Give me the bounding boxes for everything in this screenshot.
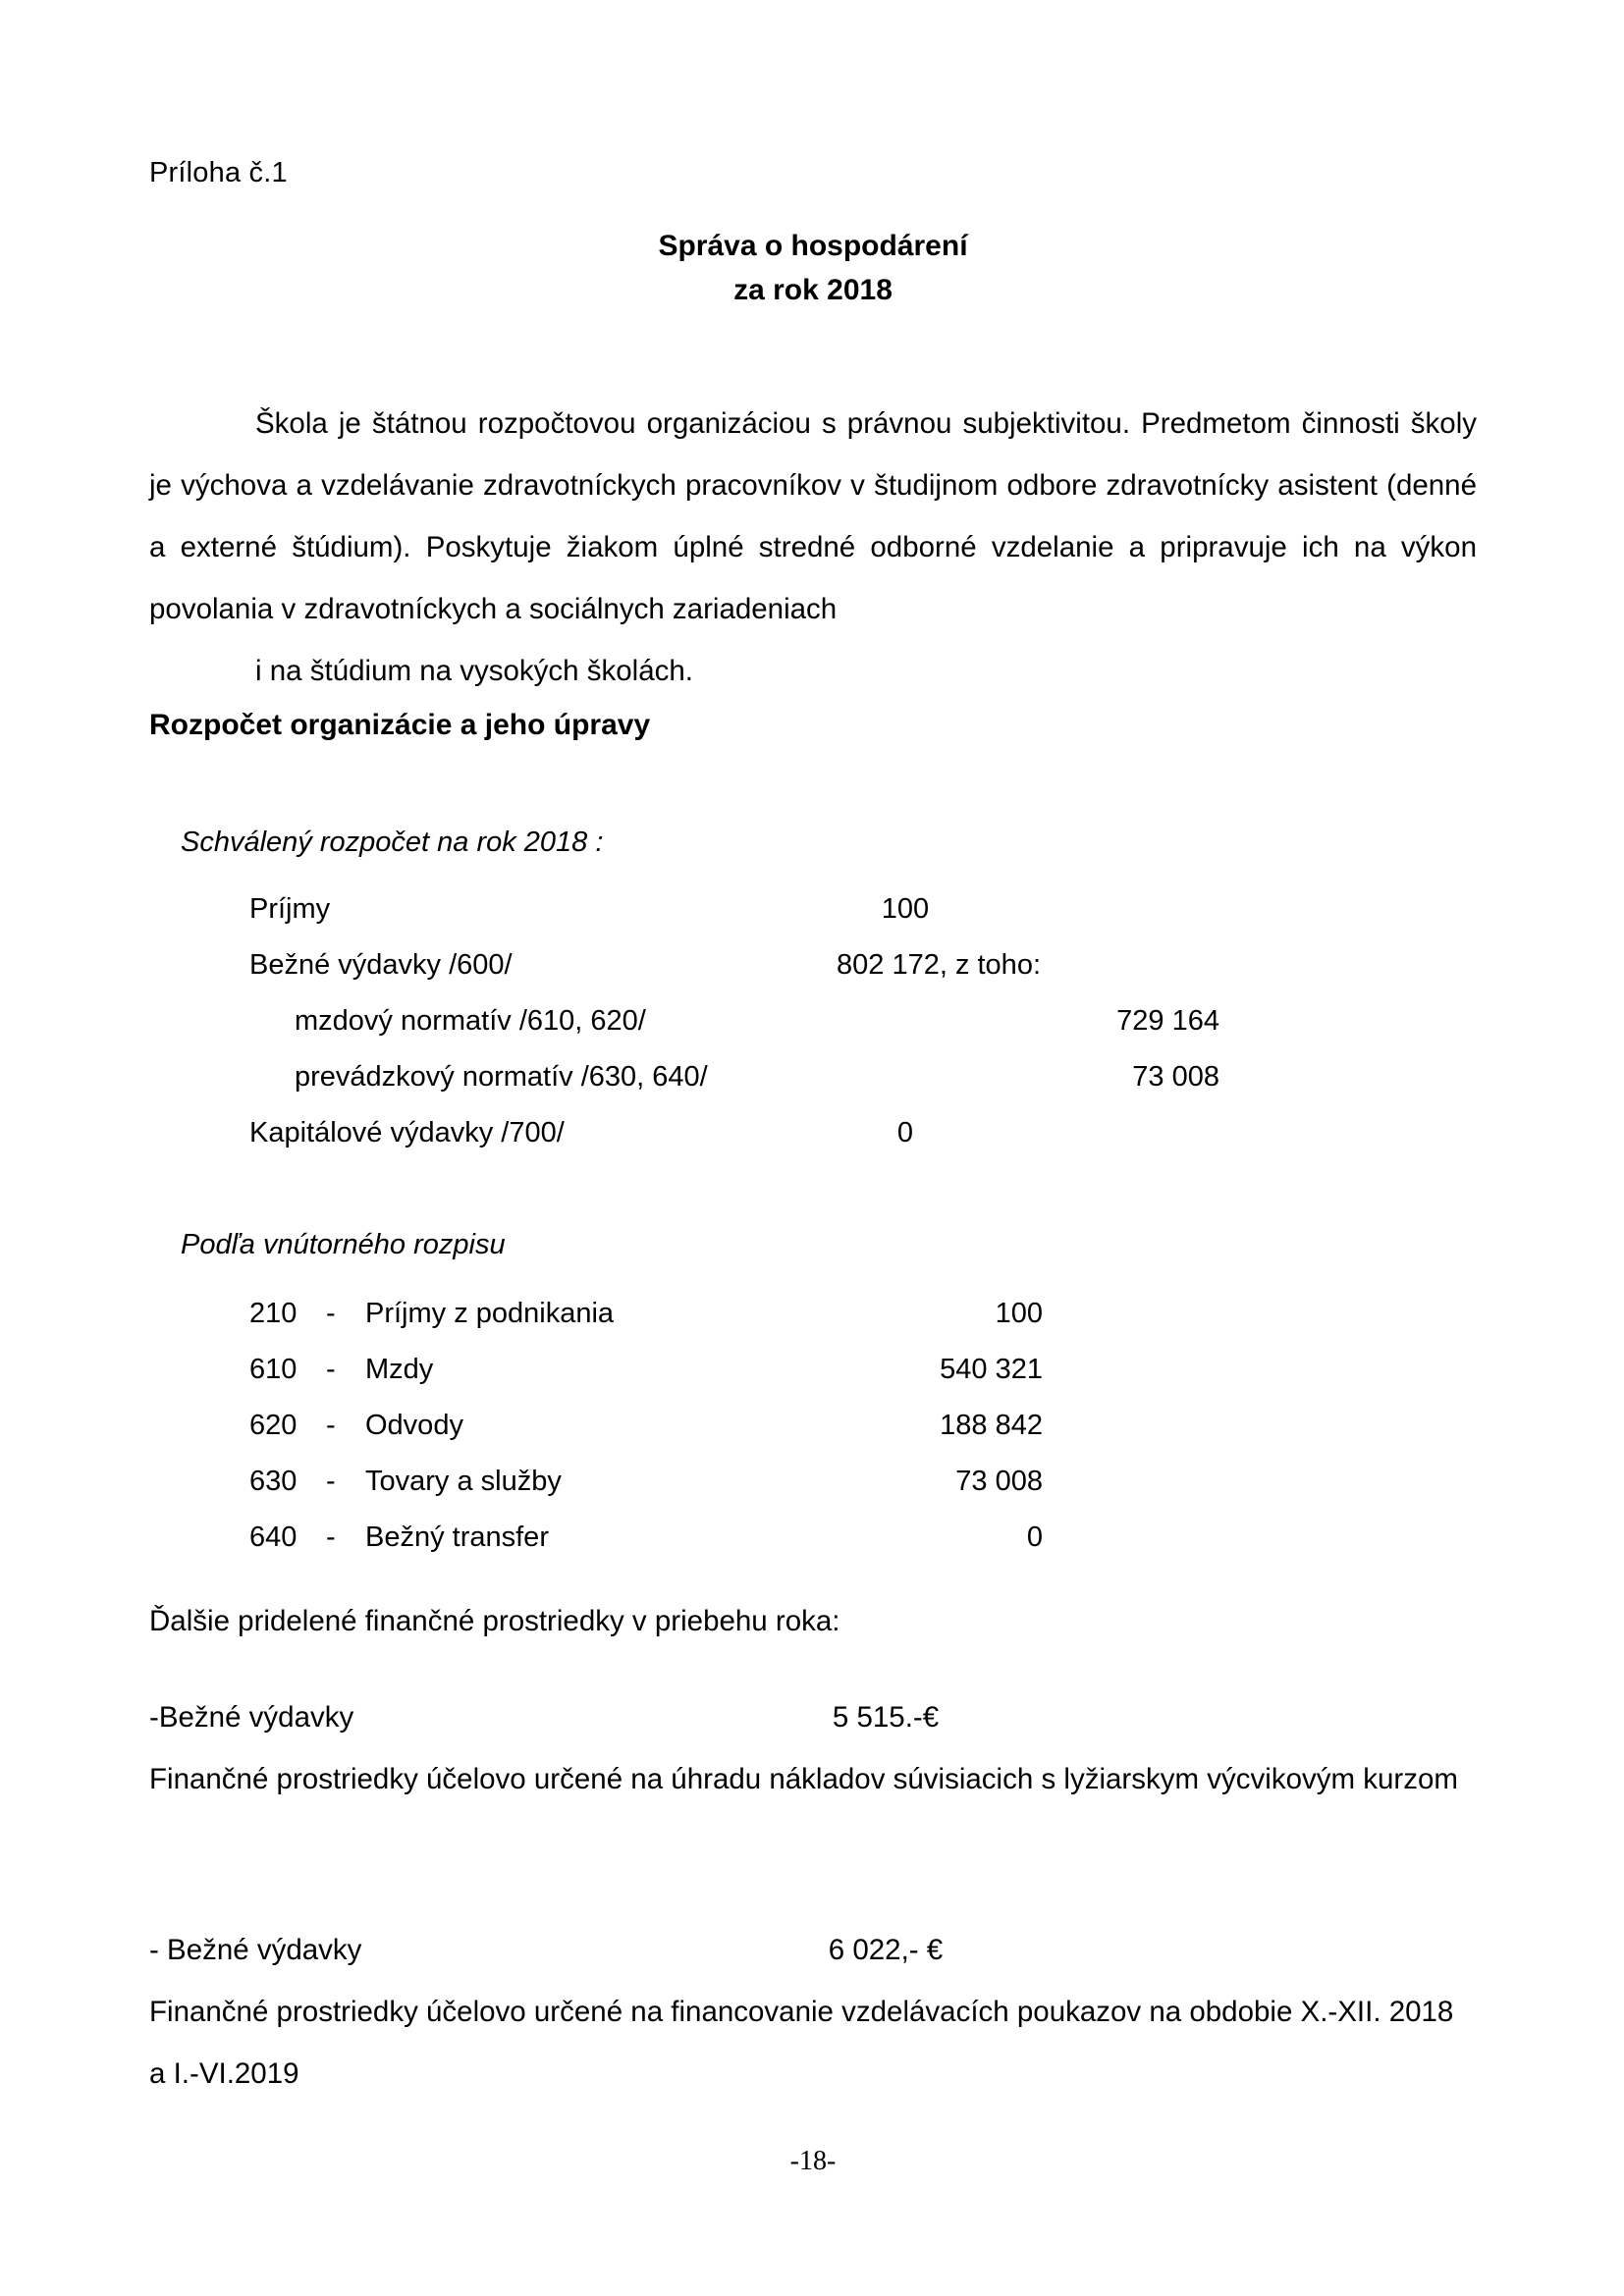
- item2-description: Finančné prostriedky účelovo určené na financovanie vzdelávacích poukazov na obdobie X.-XII. 2018 a I.-VI.2019: [149, 1996, 1454, 2090]
- breakdown-row: [149, 1398, 1477, 1454]
- breakdown-name: Príjmy z podnikania: [365, 1298, 615, 1329]
- item1-amount: 5 515.-€: [832, 1701, 940, 1734]
- item2-amount: 6 022,- €: [828, 1934, 944, 1966]
- breakdown-name: Bežný transfer: [365, 1522, 549, 1553]
- budget-row: [149, 1105, 1477, 1161]
- additional-funds-intro: Ďalšie pridelené finančné prostriedky v priebehu roka:: [149, 1605, 840, 1637]
- budget-row-label: Bežné výdavky /600/: [249, 949, 513, 981]
- breakdown-dash: -: [326, 1410, 336, 1441]
- breakdown-dash: -: [326, 1522, 336, 1553]
- breakdown-dash: -: [326, 1298, 336, 1329]
- breakdown-name: Odvody: [365, 1410, 463, 1441]
- breakdown-code: 620: [249, 1410, 298, 1441]
- budget-row-amount: 73 008: [1132, 1061, 1219, 1093]
- approved-budget-rows: [149, 881, 1477, 1161]
- item1-description: Finančné prostriedky účelovo určené na úhradu nákladov súvisiacich s lyžiarskym výcvikovým kurzom: [149, 1763, 1458, 1795]
- breakdown-code: 630: [249, 1466, 298, 1497]
- breakdown-value: 73 008: [955, 1466, 1043, 1497]
- budget-row: [149, 1049, 1477, 1105]
- budget-row: [149, 937, 1477, 993]
- breakdown-row: [149, 1342, 1477, 1398]
- item1-label: -Bežné výdavky: [149, 1701, 354, 1734]
- document-title: [149, 224, 1477, 312]
- budget-row-amount: 100: [881, 893, 930, 925]
- budget-row-label: Kapitálové výdavky /700/: [249, 1117, 565, 1148]
- breakdown-row: [149, 1510, 1477, 1566]
- internal-breakdown-rows: [149, 1286, 1477, 1566]
- intro-paragraph: [149, 393, 1477, 702]
- intro-last-line: i na štúdium na vysokých školách.: [255, 655, 693, 687]
- budget-section-heading: Rozpočet organizácie a jeho úpravy: [149, 709, 651, 741]
- budget-row-amount: 0: [896, 1117, 914, 1148]
- breakdown-value: 188 842: [940, 1410, 1043, 1441]
- item2-label: - Bežné výdavky: [149, 1934, 362, 1966]
- breakdown-value: 540 321: [940, 1354, 1043, 1385]
- breakdown-row: [149, 1454, 1477, 1510]
- title-line-2: za rok 2018: [733, 274, 893, 306]
- page-number: -18-: [789, 2146, 837, 2176]
- breakdown-code: 610: [249, 1354, 298, 1385]
- budget-row-amount: 729 164: [1116, 1005, 1219, 1037]
- breakdown-code: 640: [249, 1522, 298, 1553]
- breakdown-code: 210: [249, 1298, 298, 1329]
- internal-breakdown-subheading: Podľa vnútorného rozpisu: [181, 1229, 506, 1260]
- budget-row-label: prevádzkový normatív /630, 640/: [295, 1061, 708, 1093]
- appendix-label: Príloha č.1: [149, 157, 288, 188]
- breakdown-dash: -: [326, 1466, 336, 1497]
- approved-budget-subheading: Schválený rozpočet na rok 2018 :: [181, 827, 604, 858]
- breakdown-dash: -: [326, 1354, 336, 1385]
- breakdown-name: Mzdy: [365, 1354, 434, 1385]
- budget-row-label: Príjmy: [249, 893, 331, 925]
- budget-row: [149, 881, 1477, 937]
- title-line-1: Správa o hospodárení: [658, 230, 968, 262]
- breakdown-name: Tovary a služby: [365, 1466, 562, 1497]
- budget-row-amount: 802 172, z toho:: [837, 949, 1041, 981]
- budget-row-label: mzdový normatív /610, 620/: [295, 1005, 646, 1037]
- budget-row: [149, 993, 1477, 1049]
- breakdown-value: 100: [995, 1298, 1043, 1329]
- intro-text: Škola je štátnou rozpočtovou organizáciou s právnou subjektivitou. Predmetom činnosti školy je výchova a vzdelávanie zdravotníckych pracovníkov v študijnom odbore zdravotnícky asistent (denné a externé štúdium). Poskytuje žiakom úplné stredné odborné vzdelanie a pripravuje ich na výkon povolania v zdravotníckych a sociálnych zariadeniach: [149, 407, 1477, 625]
- breakdown-value: 0: [1026, 1522, 1043, 1553]
- breakdown-row: [149, 1286, 1477, 1342]
